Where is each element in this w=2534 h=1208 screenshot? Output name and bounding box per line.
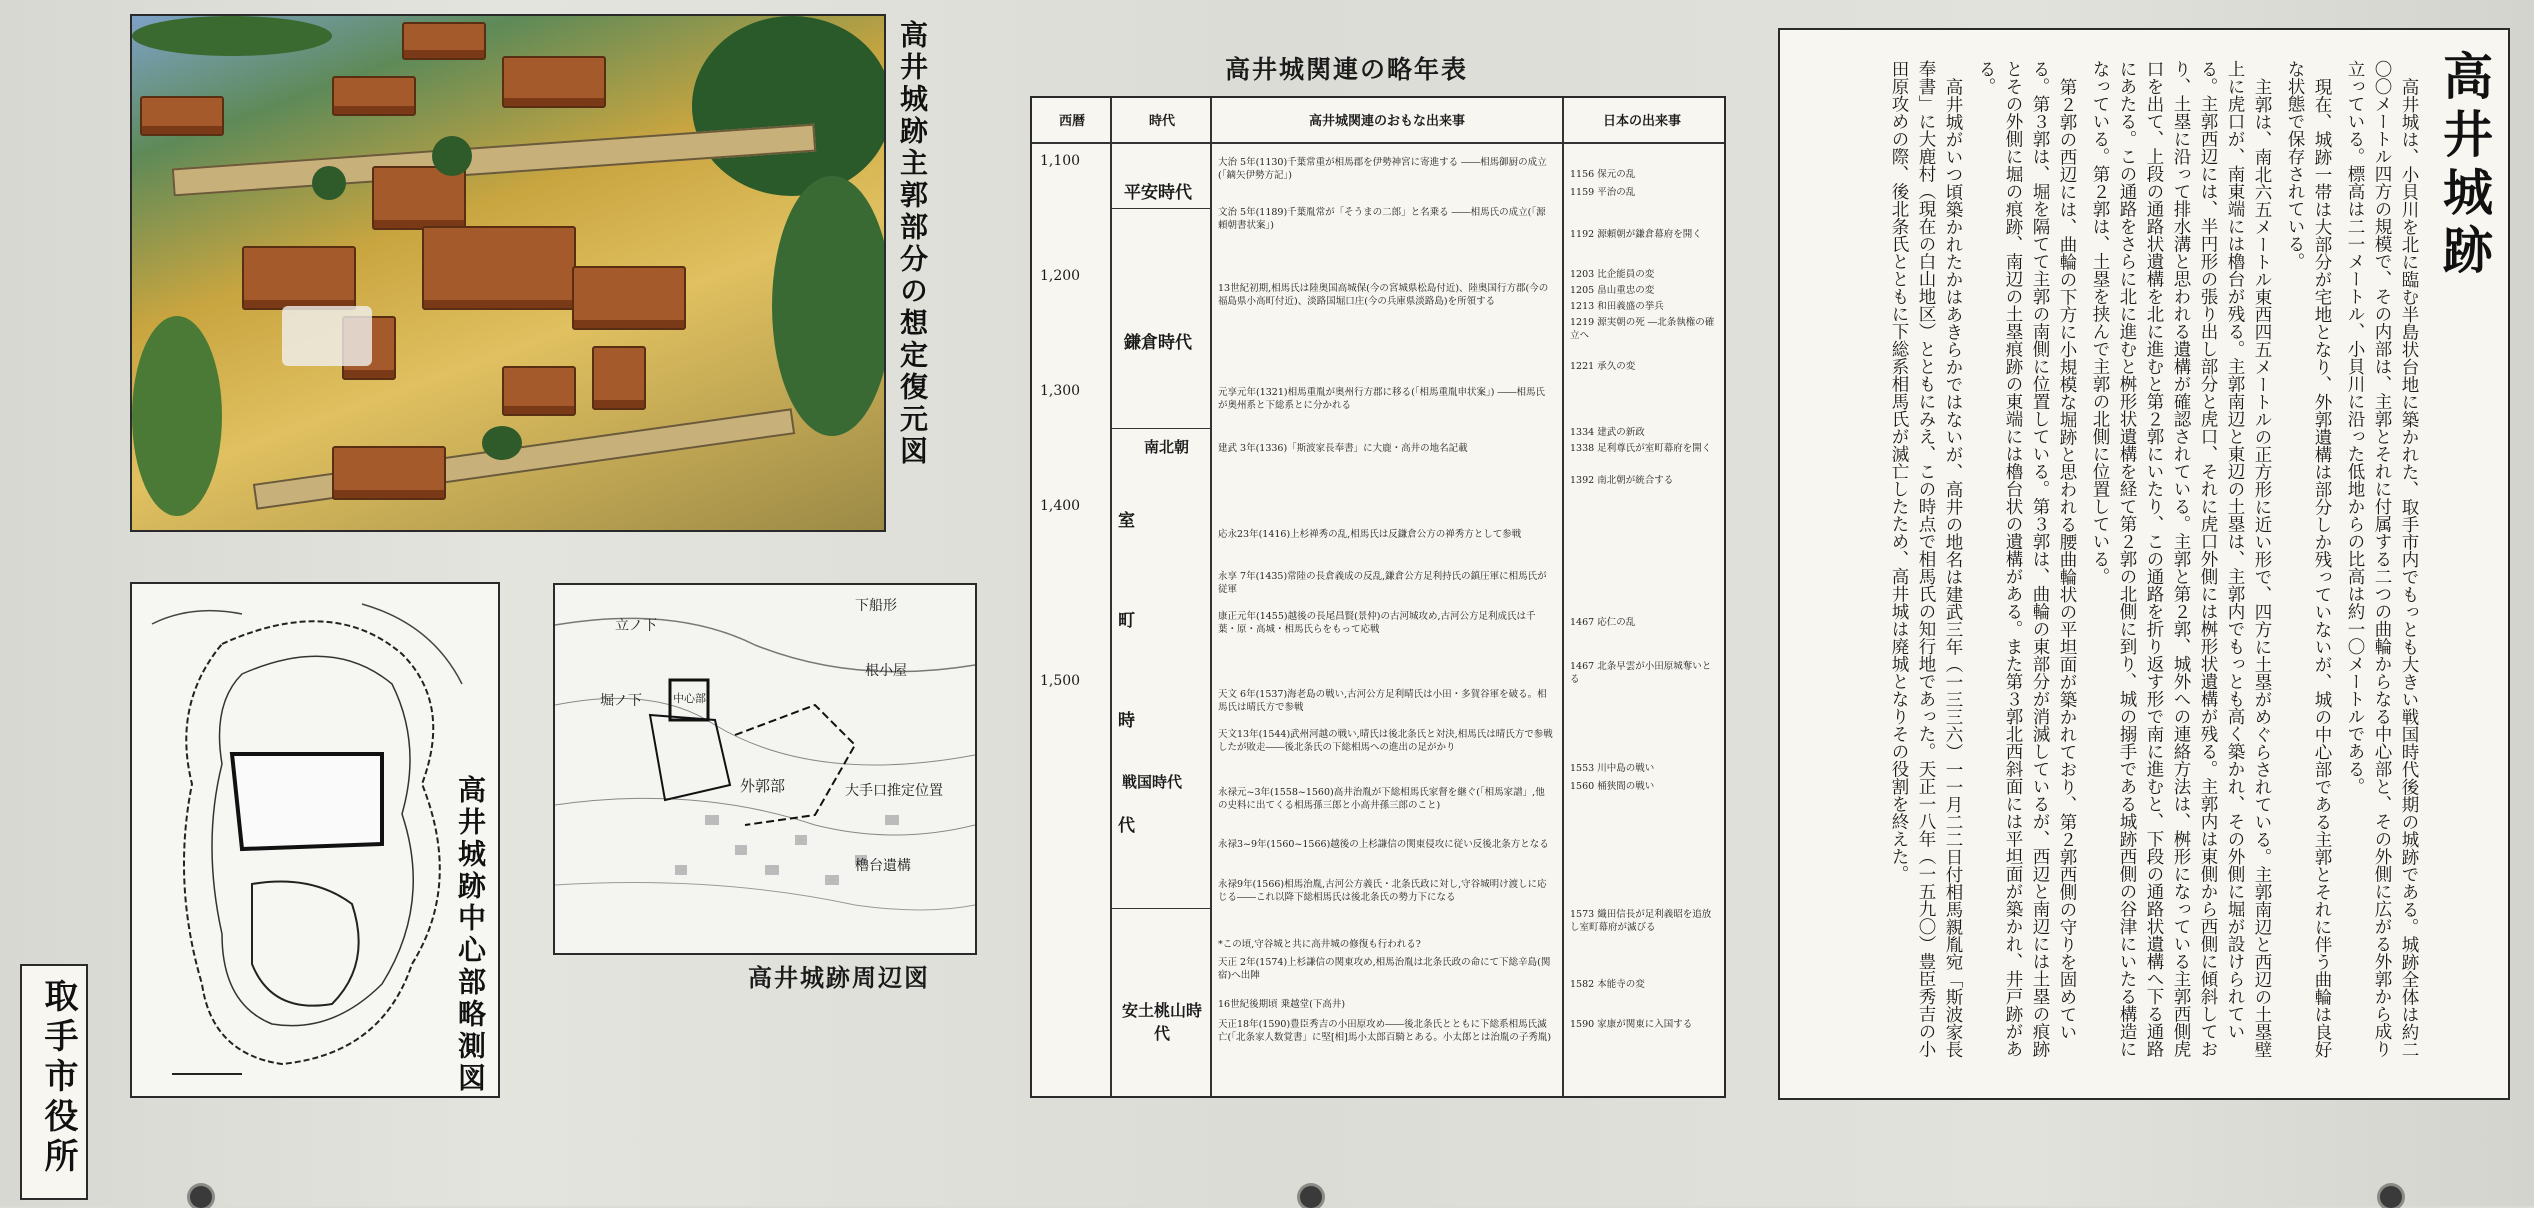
era-label: 南北朝 <box>1144 438 1190 456</box>
japan-event: 1192 源頼朝が鎌倉幕府を開く <box>1570 229 1702 240</box>
vicinity-label: 櫓台遺構 <box>855 858 911 874</box>
era-label: 町 <box>1118 611 1135 631</box>
history-paragraph: 主郭は、南北六五メートル東西四五メートルの正方形に近い形で、四方に土塁がめぐらされている。主郭南辺と西辺の土塁壁上に虎口が、南東端には櫓台が残る。主郭南辺と東辺の土塁は、主郭内でもっとも高く築かれ、その外側に堀が設けられている。主郭西辺には、半円形の張り出し部分と虎口、それに虎口外側には桝形状遺構が残る。主郭内は東側から西側に傾斜しており、土塁に沿って排水溝と思われる遺構が確認されている。主郭と第２郭、城外への連絡方法は、桝形になっている主郭西側虎口を出て、上段の通路状遺構を北に進むと第２郭にいたり、この通路を折り返す形で南に進むと、下段の通路状遺構へ下る通路にあたる。この通路をさらに北に進むと桝形状遺構を経て第２郭の北側に到り、城の搦手である城跡西側の谷津にいたる構造になっている。第２郭は、土塁を挟んで主郭の北側に位置している。 <box>2090 60 2272 1058</box>
japan-event: 1338 足利尊氏が室町幕府を開く <box>1570 443 1712 454</box>
header-japan: 日本の出来事 <box>1602 114 1681 129</box>
era-label: 時 <box>1118 711 1135 731</box>
era-label: 安土桃山時代 <box>1121 1001 1202 1043</box>
event-entry: 天文13年(1544)武州河越の戦い,晴氏は後北条氏と対決,相馬氏は晴氏方で参戦したが敗走――後北条氏の下総相馬への進出の足がかり <box>1218 729 1553 753</box>
year-tick: 1,100 <box>1040 153 1081 169</box>
history-title: 高井城跡 <box>2435 50 2494 282</box>
vicinity-label: 中心部 <box>673 692 706 705</box>
japan-event: 1203 比企能員の変 <box>1570 269 1655 280</box>
bolt-icon <box>2380 1186 2402 1208</box>
japan-event: 1582 本能寺の変 <box>1570 979 1645 990</box>
japan-event: 1213 和田義盛の挙兵 <box>1570 301 1664 312</box>
history-paragraph: 高井城がいつ頃築かれたかはあきらかではないが、高井の地名は建武三年（一三三六）一一月二二日付相馬親胤宛「斯波家長奉書」に大鹿村（現在の白山地区）とともにみえ、この時点で相馬氏の知行地であった。天正一八年（一五九〇）豊臣秀吉の小田原攻めの際、後北条氏とともに下総系相馬氏が滅亡したため、高井城は廃城となりその役割を終えた。 <box>1889 60 1963 1058</box>
event-entry: 16世紀後期頃 乗越堂(下高井) <box>1218 999 1346 1010</box>
year-tick: 1,400 <box>1040 498 1081 514</box>
vicinity-label: 下船形 <box>855 598 897 614</box>
event-entry: 文治 5年(1189)千葉胤常が「そうまの二郎」と名乗る ――相馬氏の成立(「源頼朝書状案」) <box>1218 207 1546 231</box>
year-tick: 1,200 <box>1040 268 1081 284</box>
city-office-name: 取手市役所 <box>38 978 78 1178</box>
illustration-title: 高井城跡主郭部分の想定復元図 <box>896 20 929 468</box>
history-text-panel <box>1778 28 2510 1100</box>
history-paragraph: 現在、城跡一帯は大部分が宅地となり、外郭遺構は部分しか残っていないが、城の中心部である主郭とそれに伴う曲輪は良好な状態で保存されている。 <box>2285 60 2332 1058</box>
header-events: 高井城関連のおもな出来事 <box>1308 114 1465 129</box>
year-tick: 1,300 <box>1040 383 1081 399</box>
history-paragraph: 第２郭の西辺には、曲輪の下方に小規模な堀跡と思われる腰曲輪状の平坦面が築かれており、第２郭西側の守りを固めている。第３郭は、堀を隔てて主郭の南側に位置している。第３郭は、曲輪の東部分が消滅しているが、西辺と南辺には土塁の痕跡とその外側に堀の痕跡、南辺の土塁痕跡の東端には櫓台状の遺構がある。また第３郭北西斜面には平坦面が築かれ、井戸跡がある。 <box>1976 60 2077 1058</box>
timeline-table <box>1030 96 1726 1098</box>
era-label: 代 <box>1118 816 1135 836</box>
japan-event: 1156 保元の乱 <box>1570 169 1636 180</box>
event-entry: 元享元年(1321)相馬重胤が奥州行方郡に移る(「相馬重胤申状案」) ――相馬氏が奥州系と下総系とに分かれる <box>1218 387 1546 411</box>
vicinity-map <box>553 583 977 955</box>
event-entry: 永禄3~9年(1560~1566)越後の上杉謙信の関東侵攻に従い反後北条方となる <box>1218 839 1549 850</box>
japan-event: 1573 織田信長が足利義昭を追放し室町幕府が滅びる <box>1570 909 1712 933</box>
japan-event: 1590 家康が関東に入国する <box>1570 1019 1693 1030</box>
event-entry: 大治 5年(1130)千葉常重が相馬郡を伊勢神宮に寄進する ――相馬御厨の成立(「鏑矢伊勢方記」) <box>1218 157 1547 181</box>
timeline-title: 高井城関連の略年表 <box>1225 55 1469 84</box>
restoration-illustration <box>130 14 886 532</box>
year-tick: 1,500 <box>1040 673 1081 689</box>
japan-event: 1560 桶狭間の戦い <box>1570 781 1655 792</box>
japan-event: 1219 源実朝の死 ―北条執権の確立へ <box>1570 317 1715 341</box>
era-label: 戦国時代 <box>1122 773 1183 791</box>
japan-event: 1205 畠山重忠の変 <box>1570 285 1655 296</box>
event-entry: 永享 7年(1435)常陸の長倉義成の反乱,鎌倉公方足利持氏の鎮圧軍に相馬氏が従軍 <box>1218 571 1547 595</box>
vicinity-label: 立ノ下 <box>615 618 657 634</box>
bolt-icon <box>190 1186 212 1208</box>
header-period: 時代 <box>1148 114 1175 129</box>
era-label: 平安時代 <box>1124 183 1192 203</box>
vicinity-label: 堀ノ下 <box>600 693 642 709</box>
japan-event: 1221 承久の変 <box>1570 361 1636 372</box>
event-entry: *この頃,守谷城と共に高井城の修復も行われる? <box>1218 939 1421 950</box>
event-entry: 永禄元~3年(1558~1560)高井治胤が下総相馬氏家督を継ぐ(「相馬家譜」,他の史料に出てくる相馬孫三郎と小高井孫三郎のこと) <box>1218 787 1545 811</box>
japan-event: 1467 北条早雲が小田原城奪いとる <box>1570 661 1712 685</box>
event-entry: 天正18年(1590)豊臣秀吉の小田原攻め――後北条氏とともに下総系相馬氏滅亡(「北条家人数覚書」に堅[相]馬小太郎百騎とある。小太郎とは治胤の子秀胤) <box>1218 1019 1552 1043</box>
history-paragraph: 高井城は、小貝川を北に臨む半島状台地に築かれた、取手市内でもっとも大きい戦国時代後期の城跡である。城跡全体は約二〇〇メートル四方の規模で、その内部は、主郭とそれに付属する二つの曲輪からなる中心部と、その外側に広がる外郭から成り立っている。標高は二一メートル、小貝川に沿った低地からの比高は約一〇メートルである。 <box>2345 60 2419 1058</box>
era-label: 室 <box>1118 511 1135 531</box>
japan-event: 1334 建武の新政 <box>1570 427 1645 438</box>
history-body <box>1792 60 2422 1070</box>
japan-event: 1392 南北朝が統合する <box>1570 475 1674 486</box>
event-entry: 応永23年(1416)上杉禅秀の乱,相馬氏は反鎌倉公方の禅秀方として参戦 <box>1218 529 1522 540</box>
event-entry: 永禄9年(1566)相馬治胤,古河公方義氏・北条氏政に対し,守谷城明け渡しに応じる――これ以降下総相馬氏は後北条氏の勢力下になる <box>1218 879 1547 903</box>
header-era: 西暦 <box>1058 114 1085 129</box>
event-entry: 13世紀初期,相馬氏は陸奥国高城保(今の宮城県松島付近)、陸奥国行方郡(今の福島県小高町付近)、淡路国堀口庄(今の兵庫県淡路島)を所領する <box>1218 283 1549 307</box>
japan-event: 1159 平治の乱 <box>1570 187 1636 198</box>
event-entry: 天文 6年(1537)海老島の戦い,古河公方足利晴氏は小田・多賀谷軍を破る。相馬氏は晴氏方で参戦 <box>1218 689 1547 713</box>
city-office-plate <box>20 964 88 1200</box>
japan-event: 1467 応仁の乱 <box>1570 617 1636 628</box>
vicinity-label: 大手口推定位置 <box>845 783 943 799</box>
bolt-icon <box>1300 1186 1322 1208</box>
survey-map-title: 高井城跡中心部略測図 <box>454 775 487 1095</box>
event-entry: 天正 2年(1574)上杉謙信の関東攻め,相馬治胤は北条氏政の命にて下総辛島(関宿)へ出陣 <box>1218 957 1551 981</box>
era-label: 鎌倉時代 <box>1124 333 1192 353</box>
vicinity-label: 外郭部 <box>740 777 786 795</box>
japan-event: 1553 川中島の戦い <box>1570 763 1655 774</box>
event-entry: 建武 3年(1336)「斯波家長奉書」に大鹿・高井の地名記載 <box>1218 443 1468 454</box>
vicinity-label: 根小屋 <box>865 663 907 679</box>
vicinity-map-title: 高井城跡周辺図 <box>748 963 930 992</box>
survey-map <box>130 582 500 1098</box>
event-entry: 康正元年(1455)越後の長尾昌賢(景仲)の古河城攻め,古河公方足利成氏は千葉・原・高城・相馬氏らをもって応戦 <box>1218 611 1536 635</box>
